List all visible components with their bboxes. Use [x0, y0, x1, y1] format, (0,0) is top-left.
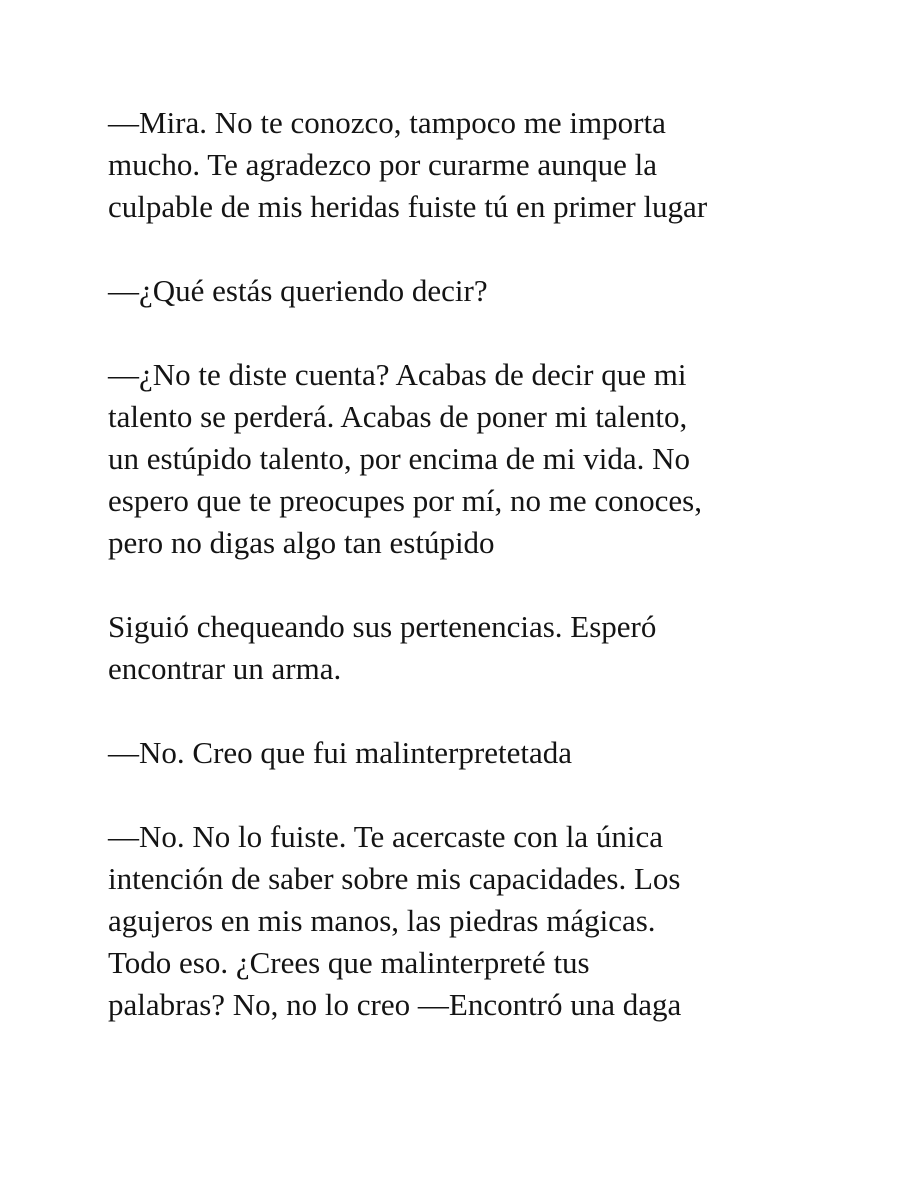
- text-line: Siguió chequeando sus pertenencias. Esperó: [108, 609, 657, 644]
- text-line: Todo eso. ¿Crees que malinterpreté tus: [108, 945, 590, 980]
- paragraph-4: [108, 606, 808, 690]
- text-line: —Mira. No te conozco, tampoco me importa: [108, 105, 666, 140]
- text-line: culpable de mis heridas fuiste tú en primer lugar: [108, 189, 708, 224]
- paragraph-2: [108, 270, 808, 312]
- text-line: —¿No te diste cuenta? Acabas de decir que mi: [108, 357, 687, 392]
- text-line: —¿Qué estás queriendo decir?: [108, 273, 488, 308]
- text-line: —No. No lo fuiste. Te acercaste con la única: [108, 819, 664, 854]
- text-line: intención de saber sobre mis capacidades. Los: [108, 861, 681, 896]
- text-line: un estúpido talento, por encima de mi vida. No: [108, 441, 690, 476]
- text-line: agujeros en mis manos, las piedras mágicas.: [108, 903, 656, 938]
- text-line: —No. Creo que fui malinterpretetada: [108, 735, 572, 770]
- text-line: espero que te preocupes por mí, no me conoces,: [108, 483, 702, 518]
- paragraph-3: [108, 354, 808, 564]
- text-line: pero no digas algo tan estúpido: [108, 525, 495, 560]
- paragraph-5: [108, 732, 808, 774]
- paragraph-1: [108, 102, 808, 228]
- text-line: talento se perderá. Acabas de poner mi talento,: [108, 399, 688, 434]
- document-page: [108, 102, 808, 1068]
- text-line: mucho. Te agradezco por curarme aunque la: [108, 147, 657, 182]
- text-line: encontrar un arma.: [108, 651, 342, 686]
- paragraph-6: [108, 816, 808, 1026]
- text-line: palabras? No, no lo creo —Encontró una daga: [108, 987, 682, 1022]
